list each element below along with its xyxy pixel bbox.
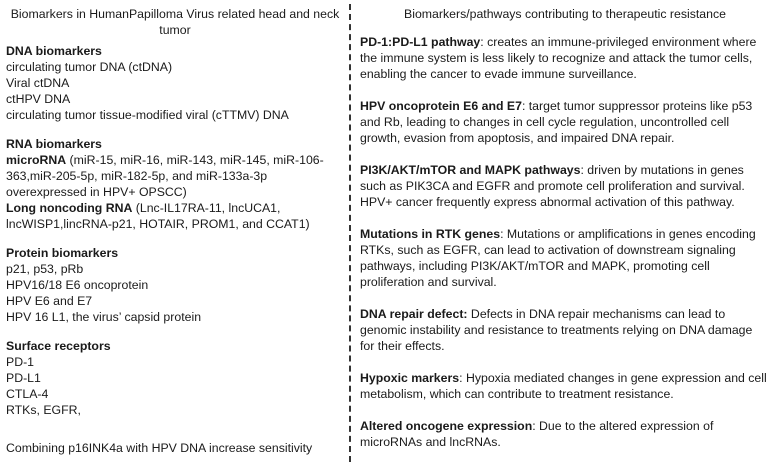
list-item: p21, p53, pRb xyxy=(6,262,84,276)
item-text: : target tumor suppressor proteins like p53 and Rb, leading to changes in cell cycle regulation, uncontrolled cell growth, evasion from apoptosis, and impaired DNA repair. xyxy=(360,99,753,145)
item-text: (Lnc-IL17RA-11, lncUCA1, lncWISP1,lincRNA-p21, HOTAIR, PROM1, and CCAT1) xyxy=(6,201,310,231)
section-heading: Surface receptors xyxy=(6,339,111,353)
resistance-item-hypoxic-markers xyxy=(360,370,770,402)
list-item: PD-L1 xyxy=(6,371,41,385)
item-text: : Hypoxia mediated changes in gene expression and cell metabolism, which can contribute to treatment resistance. xyxy=(360,371,767,401)
dashed-divider xyxy=(349,4,351,462)
item-text: : driven by mutations in genes such as PIK3CA and EGFR and promote cell proliferation and survival. HPV+ cancer frequently express abnormal activation of this pathway. xyxy=(360,163,745,209)
item-term: microRNA xyxy=(6,153,67,167)
item-term: Mutations in RTK genes xyxy=(360,227,501,241)
item-text: : Due to the altered expression of microRNAs and lncRNAs. xyxy=(360,419,714,449)
resistance-item-pi3k-mapk xyxy=(360,162,770,210)
item-term: Hypoxic markers xyxy=(360,371,460,385)
list-item: HPV16/18 E6 oncoprotein xyxy=(6,278,149,292)
item-text: Defects in DNA repair mechanisms can lead to genomic instability and resistance to treatments relying on DNA damage for their effects. xyxy=(360,307,753,353)
list-item: HPV 16 L1, the virus’ capsid protein xyxy=(6,310,202,324)
list-item xyxy=(6,200,344,232)
item-term: HPV oncoprotein E6 and E7 xyxy=(360,99,522,113)
item-term: PI3K/AKT/mTOR and MAPK pathways xyxy=(360,163,581,177)
item-term: Long noncoding RNA xyxy=(6,201,133,215)
resistance-item-e6-e7 xyxy=(360,98,770,146)
list-item: circulating tumor tissue-modified viral (cTTMV) DNA xyxy=(6,108,289,122)
list-item: circulating tumor DNA (ctDNA) xyxy=(6,60,173,74)
item-text: : Mutations or amplifications in genes encoding RTKs, such as EGFR, can lead to activation of downstream signaling pathways, including PI3K/AKT/mTOR and MAPK, promoting cell proliferation and survival. xyxy=(360,227,756,289)
list-item: PD-1 xyxy=(6,355,35,369)
section-protein-biomarkers xyxy=(6,245,344,325)
list-item xyxy=(6,152,344,200)
section-heading: RNA biomarkers xyxy=(6,137,102,151)
section-surface-receptors xyxy=(6,338,344,418)
left-footer-note: Combining p16INK4a with HPV DNA increase sensitivity xyxy=(6,441,313,455)
item-text: : creates an immune-privileged environment where the immune system is less likely to recognize and attack the tumor cells, enabling the cancer to evade immune surveillance. xyxy=(360,35,757,81)
item-term: DNA repair defect: xyxy=(360,307,468,321)
right-column xyxy=(360,6,770,450)
list-item: CTLA-4 xyxy=(6,387,49,401)
right-title: Biomarkers/pathways contributing to therapeutic resistance xyxy=(404,7,726,21)
resistance-item-rtk-mutations xyxy=(360,226,770,290)
list-item: RTKs, EGFR, xyxy=(6,403,81,417)
item-text: (miR-15, miR-16, miR-143, miR-145, miR-106-363,miR-205-5p, miR-182-5p, and miR-133a-3p overexpressed in HPV+ OPSCC) xyxy=(6,153,324,199)
resistance-item-pd1-pdl1 xyxy=(360,34,770,82)
list-item: HPV E6 and E7 xyxy=(6,294,93,308)
section-dna-biomarkers xyxy=(6,43,344,123)
item-term: PD-1:PD-L1 pathway xyxy=(360,35,481,49)
section-heading: Protein biomarkers xyxy=(6,246,119,260)
section-rna-biomarkers xyxy=(6,136,344,232)
list-item: Viral ctDNA xyxy=(6,76,70,90)
item-term: Altered oncogene expression xyxy=(360,419,533,433)
resistance-list xyxy=(360,34,770,450)
left-column xyxy=(6,6,344,468)
left-title: Biomarkers in HumanPapilloma Virus related head and neck tumor xyxy=(10,7,340,37)
resistance-item-oncogene-expression xyxy=(360,418,770,450)
section-heading: DNA biomarkers xyxy=(6,44,102,58)
resistance-item-dna-repair xyxy=(360,306,770,354)
list-item: ctHPV DNA xyxy=(6,92,71,106)
